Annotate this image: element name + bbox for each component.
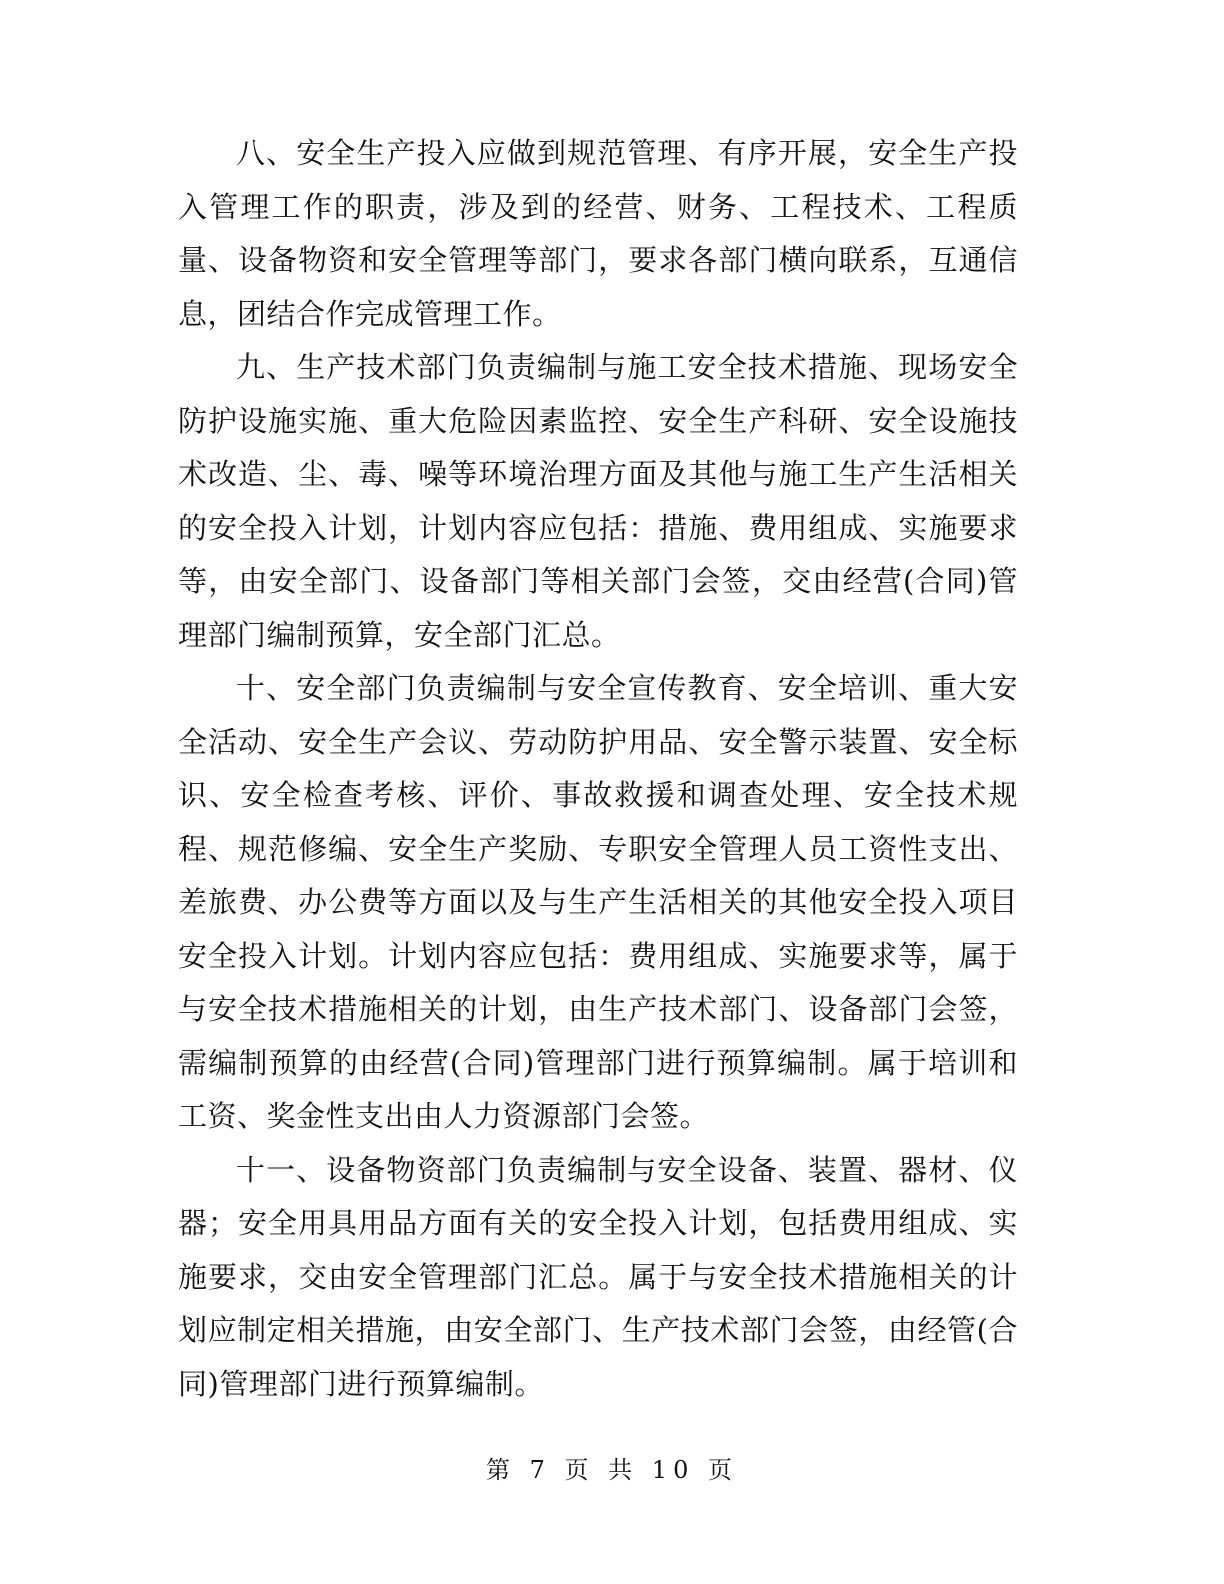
paragraph-8: 八、安全生产投入应做到规范管理、有序开展，安全生产投入管理工作的职责，涉及到的经营、财务、工程技术、工程质量、设备物资和安全管理等部门，要求各部门横向联系，互通信息，团结合作完成管理工作。: [178, 136, 1018, 331]
paragraph-11: 十一、设备物资部门负责编制与安全设备、装置、器材、仪器；安全用具用品方面有关的安全投入计划，包括费用组成、实施要求，交由安全管理部门汇总。属于与安全技术措施相关的计划应制定相关措施，由安全部门、生产技术部门会签，由经管(合同)管理部门进行预算编制。: [178, 1152, 1018, 1401]
paragraph-9: 九、生产技术部门负责编制与施工安全技术措施、现场安全防护设施实施、重大危险因素监控、安全生产科研、安全设施技术改造、尘、毒、噪等环境治理方面及其他与施工生产生活相关的安全投入计划，计划内容应包括：措施、费用组成、实施要求等，由安全部门、设备部门等相关部门会签，交由经营(合同)管理部门编制预算，安全部门汇总。: [178, 350, 1018, 652]
page-number-footer: 第 7 页 共 10 页: [486, 1456, 738, 1484]
paragraph-10: 十、安全部门负责编制与安全宣传教育、安全培训、重大安全活动、安全生产会议、劳动防护用品、安全警示装置、安全标识、安全检查考核、评价、事故救援和调查处理、安全技术规程、规范修编、安全生产奖励、专职安全管理人员工资性支出、差旅费、办公费等方面以及与生产生活相关的其他安全投入项目安全投入计划。计划内容应包括：费用组成、实施要求等，属于与安全技术措施相关的计划，由生产技术部门、设备部门会签，需编制预算的由经营(合同)管理部门进行预算编制。属于培训和工资、奖金性支出由人力资源部门会签。: [178, 671, 1018, 1133]
document-body: [178, 127, 1018, 1411]
